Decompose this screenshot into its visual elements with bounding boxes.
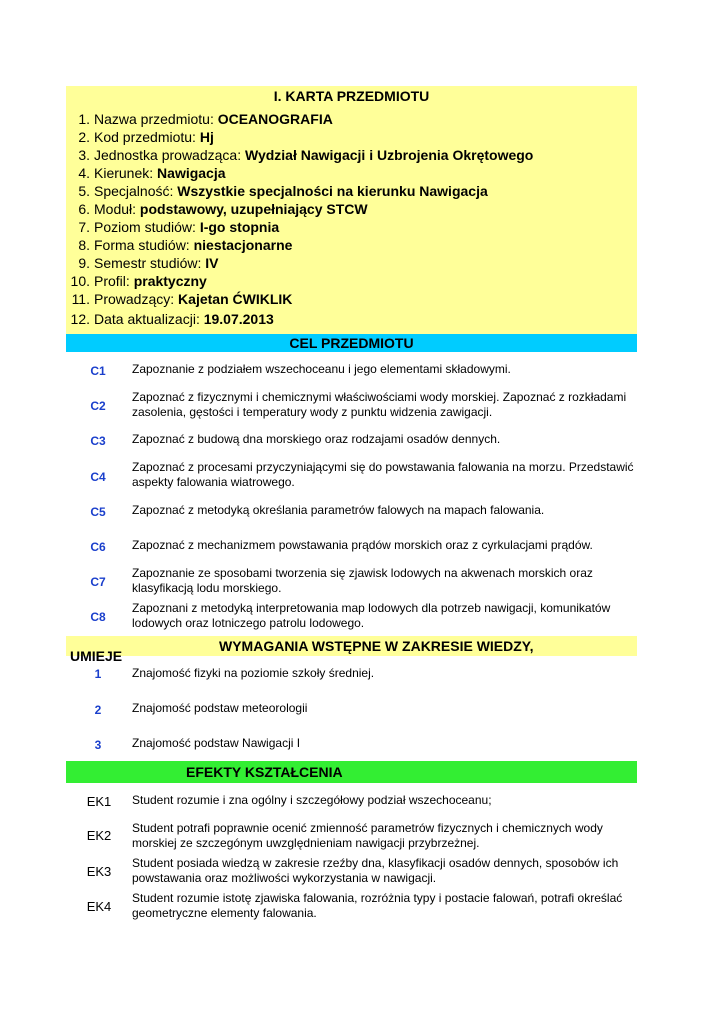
cel-text: Zapoznać z mechanizmem powstawania prądów morskich oraz z cyrkulacjami prądów. xyxy=(132,538,593,552)
efekt-code: EK4 xyxy=(86,899,112,914)
item-number: 5. xyxy=(78,183,90,199)
cel-text: Zapoznać z procesami przyczyniającymi się do powstawania falowania na morzu. Przedstawić aspekty falowania wiatrowego. xyxy=(132,460,634,489)
karta-item-semestr xyxy=(66,254,219,272)
cel-text: Zapoznać z fizycznymi i chemicznymi właściwościami wody morskiej. Zapoznać z rozkładami zasolenia, gęstości i temperatury wody z punktu widzenia zawigacji. xyxy=(132,390,627,419)
item-number: 1. xyxy=(78,111,90,127)
item-number: 12. xyxy=(70,311,90,327)
cel-text: Zapoznanie ze sposobami tworzenia się zjawisk lodowych na akwenach morskich oraz klasyfikacją lodu morskiego. xyxy=(132,566,593,595)
item-value: Kajetan ĆWIKLIK xyxy=(178,291,293,307)
item-value: I-go stopnia xyxy=(199,219,280,235)
item-value: OCEANOGRAFIA xyxy=(217,111,333,127)
karta-item-prowadzacy xyxy=(66,290,292,308)
item-label: Specjalność: xyxy=(94,183,174,199)
karta-item-jednostka xyxy=(66,146,533,164)
efekty-header xyxy=(66,761,637,783)
karta-title: I. KARTA PRZEDMIOTU xyxy=(273,88,430,104)
karta-przedmiotu-section xyxy=(66,86,637,334)
efekt-code: EK3 xyxy=(86,864,112,879)
karta-item-modul xyxy=(66,200,368,218)
karta-item-nazwa xyxy=(66,110,333,128)
item-value: Nawigacja xyxy=(157,165,226,181)
karta-item-kod xyxy=(66,128,214,146)
item-label: Kod przedmiotu: xyxy=(94,129,196,145)
cel-text: Zapoznać z metodyką określania parametrów falowych na mapach falowania. xyxy=(132,503,545,517)
item-number: 6. xyxy=(78,201,90,217)
item-value: praktyczny xyxy=(133,273,207,289)
wymagania-title: WYMAGANIA WSTĘPNE W ZAKRESIE WIEDZY, xyxy=(219,638,534,654)
item-label: Nazwa przedmiotu: xyxy=(94,111,214,127)
efekt-code: EK2 xyxy=(86,828,112,843)
wymagania-text: Znajomość fizyki na poziomie szkoły średniej. xyxy=(132,666,375,680)
cel-code: C2 xyxy=(90,399,106,413)
cel-code: C1 xyxy=(90,364,106,378)
cel-code: C6 xyxy=(90,540,106,554)
item-number: 11. xyxy=(71,291,90,307)
cel-code: C3 xyxy=(90,434,106,448)
karta-item-specjalnosc xyxy=(66,182,488,200)
cel-text: Zapoznać z budową dna morskiego oraz rodzajami osadów dennych. xyxy=(132,432,501,446)
item-value: Wydział Nawigacji i Uzbrojenia Okrętowego xyxy=(244,147,534,163)
item-value: podstawowy, uzupełniający STCW xyxy=(139,201,368,217)
karta-item-forma xyxy=(66,236,292,254)
cel-code: C8 xyxy=(90,610,106,624)
karta-item-profil xyxy=(66,272,207,290)
item-number: 9. xyxy=(78,255,90,271)
item-label: Kierunek: xyxy=(94,165,154,181)
karta-item-poziom xyxy=(66,218,279,236)
efekt-code: EK1 xyxy=(86,794,112,809)
item-number: 8. xyxy=(78,237,90,253)
item-number: 3. xyxy=(78,147,90,163)
efekt-text: Student potrafi poprawnie ocenić zmienność parametrów fizycznych i chemicznych wody morskiej ze szczegónym uwzględnieniam nawigacji przybrzeżnej. xyxy=(132,821,603,850)
item-label: Profil: xyxy=(94,273,130,289)
item-value: niestacjonarne xyxy=(193,237,293,253)
karta-item-data xyxy=(66,310,274,328)
item-value: 19.07.2013 xyxy=(203,311,274,327)
cel-code: C4 xyxy=(90,470,106,484)
wymagania-overflow-label: UMIEJE xyxy=(70,648,123,664)
item-label: Data aktualizacji: xyxy=(94,311,200,327)
cel-code: C5 xyxy=(90,505,106,519)
item-label: Semestr studiów: xyxy=(94,255,202,271)
efekt-text: Student rozumie i zna ogólny i szczegółowy podział wszechoceanu; xyxy=(132,793,492,807)
item-number: 2. xyxy=(78,129,90,145)
cel-text: Zapoznanie z podziałem wszechoceanu i jego elementami składowymi. xyxy=(132,362,511,376)
cel-code: C7 xyxy=(90,575,106,589)
wymagania-code: 1 xyxy=(94,667,102,681)
wymagania-code: 3 xyxy=(94,738,102,752)
item-label: Prowadzący: xyxy=(94,291,175,307)
item-label: Moduł: xyxy=(94,201,137,217)
item-number: 4. xyxy=(78,165,90,181)
wymagania-text: Znajomość podstaw Nawigacji I xyxy=(132,736,301,750)
item-label: Jednostka prowadząca: xyxy=(94,147,242,163)
wymagania-header xyxy=(66,636,637,664)
item-label: Poziom studiów: xyxy=(94,219,196,235)
item-value: Hj xyxy=(199,129,214,145)
item-value: Wszystkie specjalności na kierunku Nawigacja xyxy=(177,183,488,199)
wymagania-code: 2 xyxy=(94,703,102,717)
cel-text: Zapoznani z metodyką interpretowania map lodowych dla potrzeb nawigacji, komunikatów lodowych oraz lotniczego patrolu lodowego. xyxy=(132,601,611,630)
item-label: Forma studiów: xyxy=(94,237,190,253)
efekt-text: Student rozumie istotę zjawiska falowania, rozróżnia typy i postacie falowań, potrafi określać geometryczne elementy falowania. xyxy=(132,891,623,920)
efekty-title: EFEKTY KSZTAŁCENIA xyxy=(186,764,343,780)
cel-przedmiotu-header: CEL PRZEDMIOTU xyxy=(66,334,637,352)
wymagania-text: Znajomość podstaw meteorologii xyxy=(132,701,308,715)
item-value: IV xyxy=(205,255,219,271)
efekt-text: Student posiada wiedzą w zakresie rzeźby dna, klasyfikacji osadów dennych, sposobów ich powstawania oraz możliwości wykorzystania w nawigacji. xyxy=(132,856,619,885)
item-number: 10. xyxy=(70,273,90,289)
karta-item-kierunek xyxy=(66,164,226,182)
item-number: 7. xyxy=(78,219,90,235)
